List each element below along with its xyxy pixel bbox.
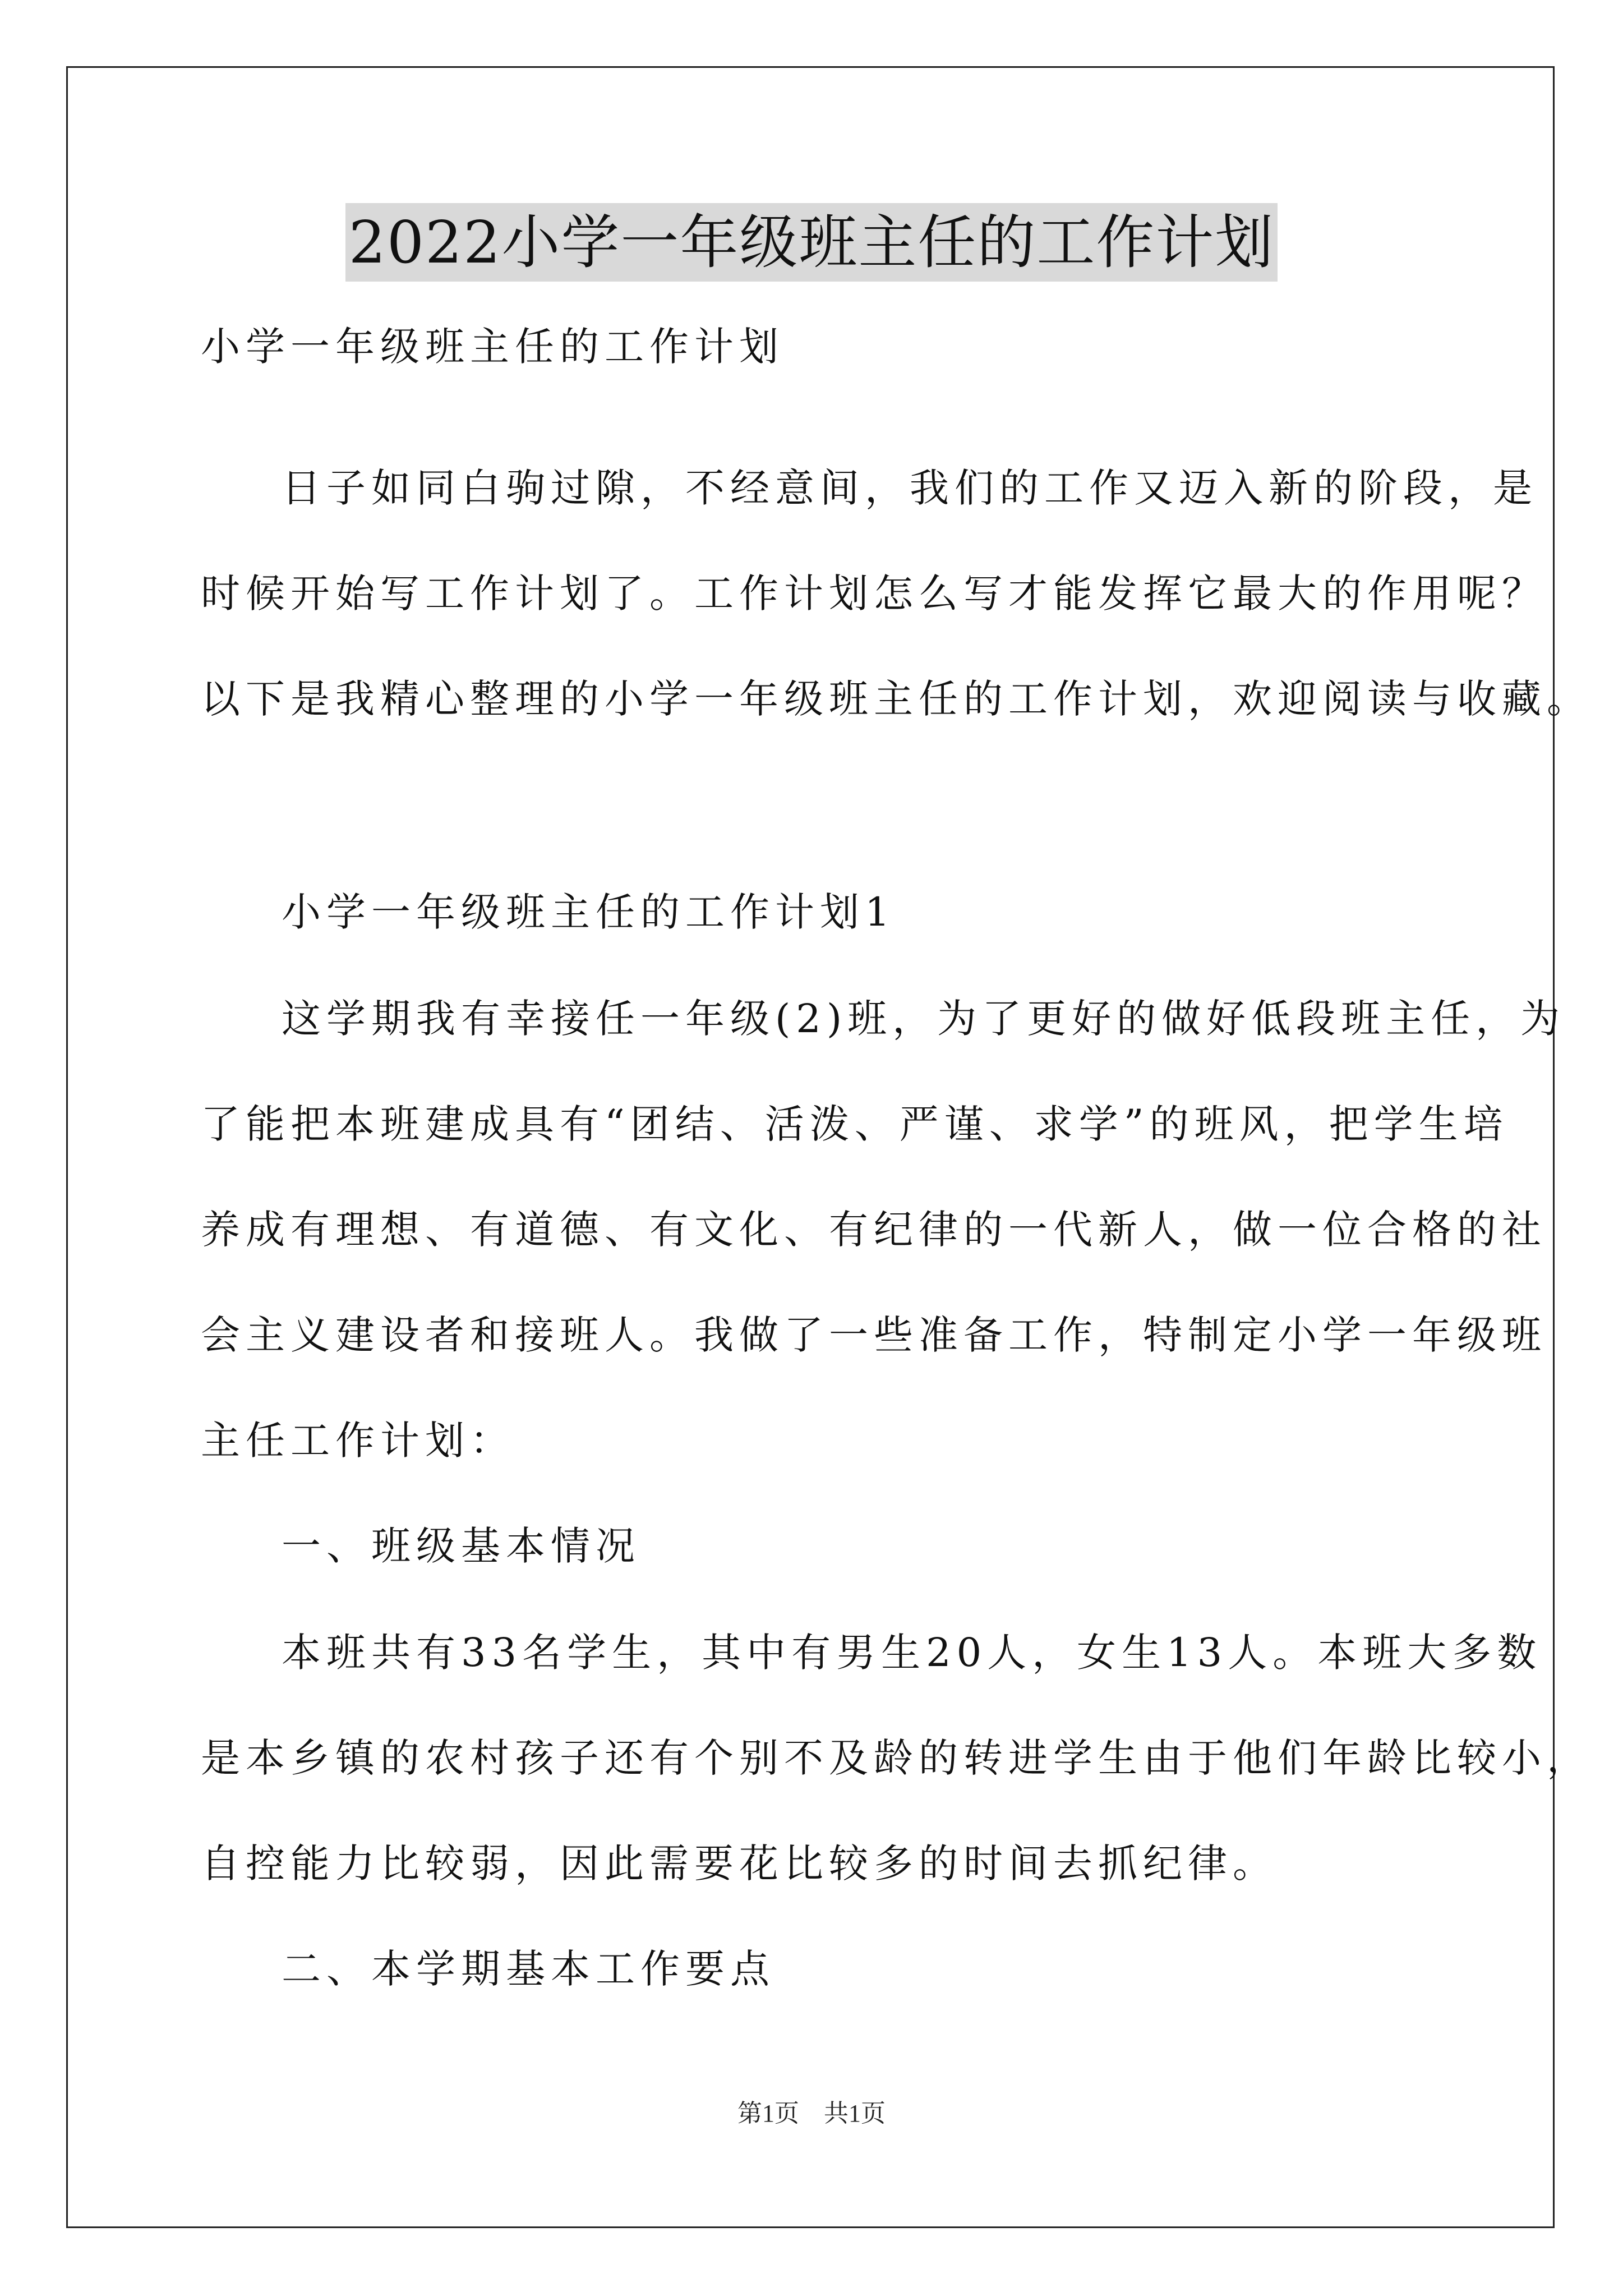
- paragraph-line: 自控能力比较弱，因此需要花比较多的时间去抓纪律。: [201, 1841, 1278, 1887]
- paragraph-line: 了能把本班建成具有“团结、活泼、严谨、求学”的班风，把学生培: [201, 1101, 1509, 1147]
- paragraph-line: 是本乡镇的农村孩子还有个别不及龄的转进学生由于他们年龄比较小，: [201, 1735, 1592, 1781]
- section-heading: 一、班级基本情况: [282, 1523, 640, 1569]
- section-heading: 二、本学期基本工作要点: [282, 1946, 775, 1992]
- paragraph-line: 日子如同白驹过隙，不经意间，我们的工作又迈入新的阶段，是: [282, 465, 1538, 511]
- section-heading: 小学一年级班主任的工作计划1: [282, 889, 896, 935]
- paragraph-line: 这学期我有幸接任一年级(2)班，为了更好的做好低段班主任，为: [282, 996, 1566, 1042]
- page-number-footer: 第1页 共1页: [737, 2100, 886, 2127]
- document-title: 2022小学一年级班主任的工作计划: [345, 203, 1278, 282]
- title-container: [0, 203, 1623, 282]
- subtitle-line: 小学一年级班主任的工作计划: [201, 324, 784, 370]
- paragraph-line: 会主义建设者和接班人。我做了一些准备工作，特制定小学一年级班: [201, 1312, 1547, 1358]
- paragraph-line: 时候开始写工作计划了。工作计划怎么写才能发挥它最大的作用呢？: [201, 570, 1547, 616]
- paragraph-line: 主任工作计划：: [201, 1418, 515, 1464]
- paragraph-line: 本班共有33名学生，其中有男生20人，女生13人。本班大多数: [282, 1630, 1542, 1676]
- paragraph-line: 养成有理想、有道德、有文化、有纪律的一代新人，做一位合格的社: [201, 1207, 1547, 1253]
- paragraph-line: 以下是我精心整理的小学一年级班主任的工作计划，欢迎阅读与收藏。: [201, 676, 1592, 722]
